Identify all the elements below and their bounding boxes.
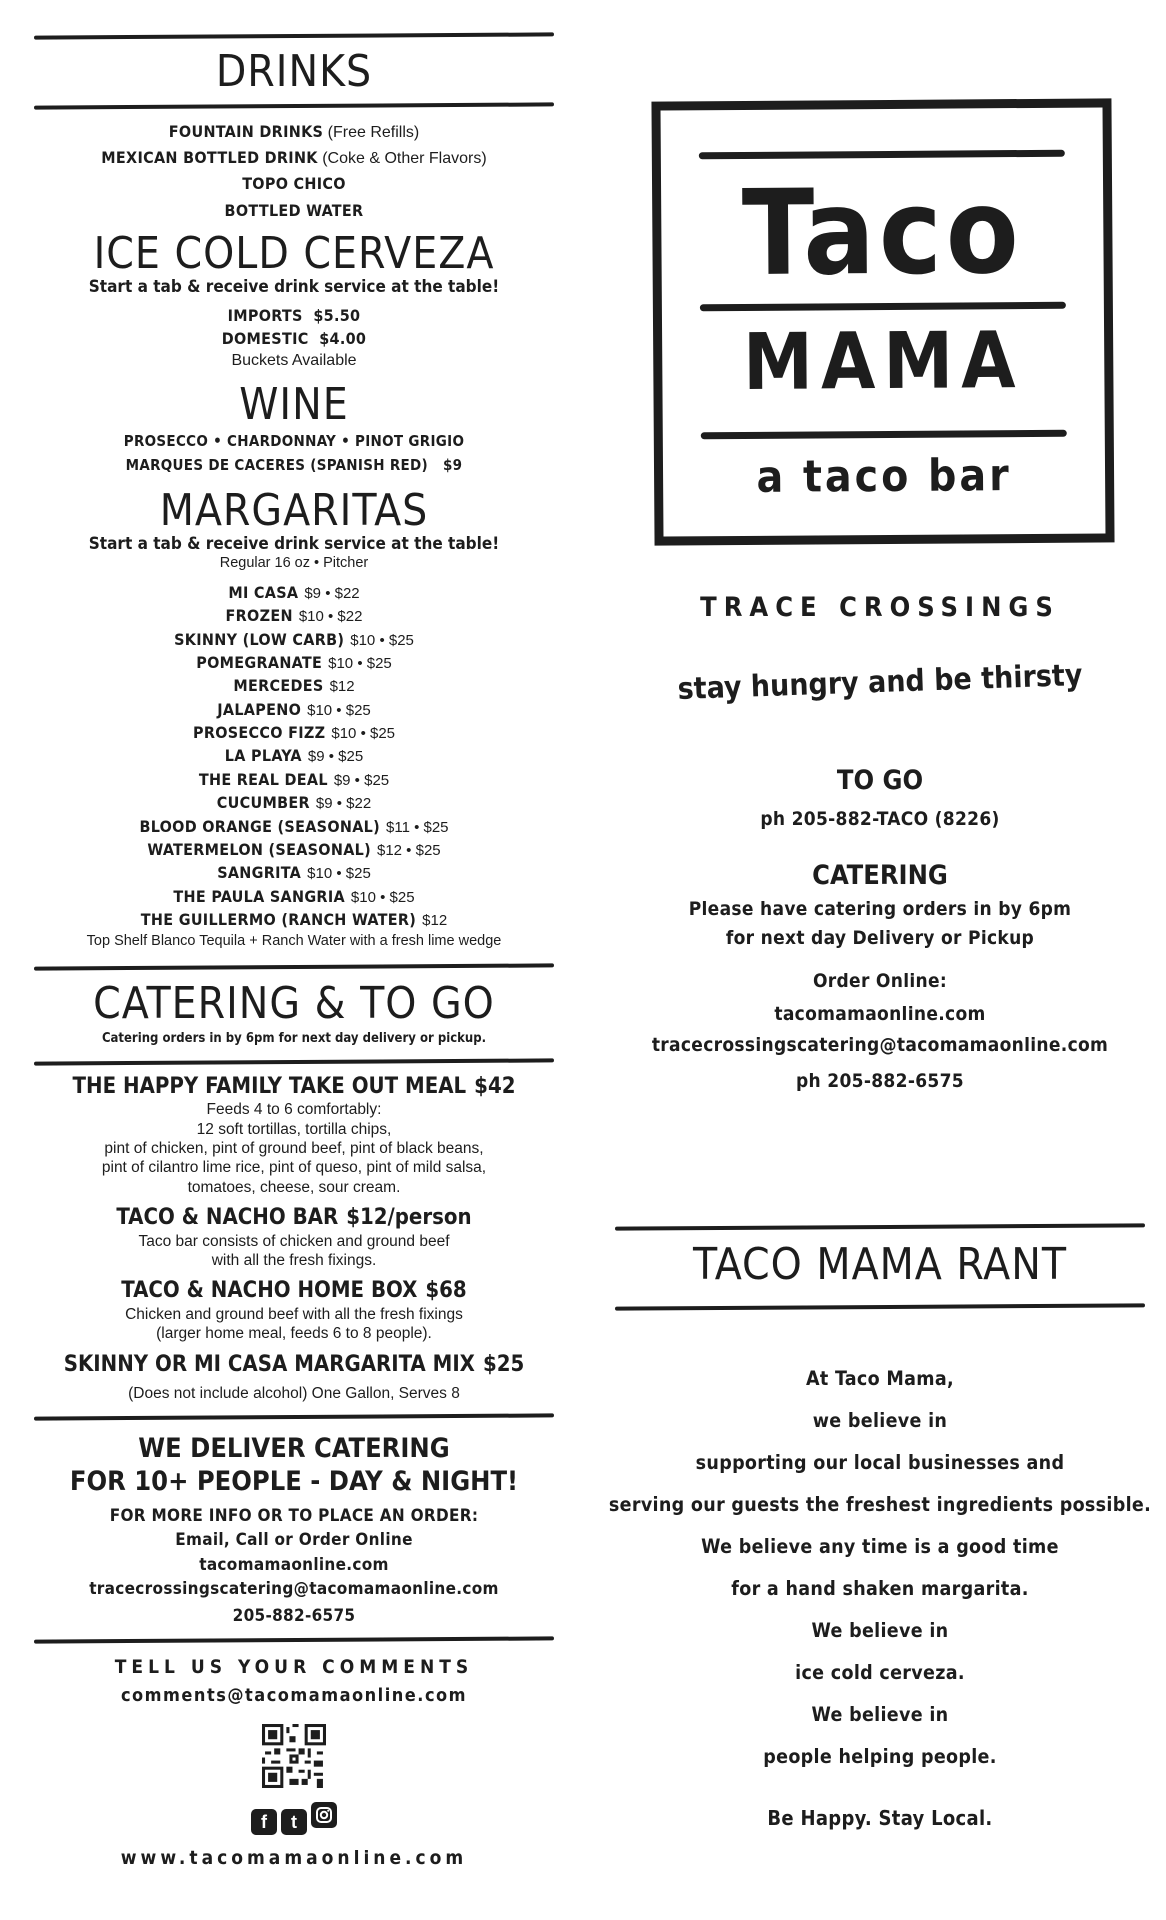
deliver-website[interactable]: tacomamaonline.com [199, 1554, 389, 1575]
margarita-price: $10 • $25 [328, 654, 392, 672]
deliver-phone[interactable]: 205-882-6575 [232, 1605, 356, 1626]
margarita-name: WATERMELON (SEASONAL) [147, 839, 371, 859]
rant-line: we believe in [812, 1409, 948, 1432]
drink-item: BOTTLED WATER [224, 200, 364, 220]
rant-line: We believe any time is a good time [701, 1535, 1059, 1558]
margarita-price: $12 • $25 [376, 841, 441, 859]
divider [34, 963, 554, 970]
wine-title: WINE [239, 378, 349, 430]
deliver-methods: Email, Call or Order Online [175, 1530, 413, 1551]
rant-line: serving our guests the freshest ingredients possible. [608, 1493, 1152, 1516]
catering-item-desc: Feeds 4 to 6 comfortably: [206, 1101, 382, 1119]
catering-togo-title: CATERING & TO GO [93, 977, 495, 1029]
catering-website[interactable]: tacomamaonline.com [774, 1003, 986, 1025]
margarita-price: $9 • $22 [315, 795, 372, 813]
instagram-icon[interactable] [311, 1802, 337, 1828]
rant-line: for a hand shaken margarita. [731, 1577, 1029, 1600]
cerveza-buckets: Buckets Available [231, 351, 357, 369]
catering-togo-subtitle: Catering orders in by 6pm for next day delivery or pickup. [101, 1030, 487, 1046]
margarita-name: BLOOD ORANGE (SEASONAL) [139, 816, 380, 836]
margarita-name: SANGRITA [217, 863, 302, 883]
margarita-item [34, 700, 554, 720]
margarita-item [34, 793, 554, 813]
margarita-name: THE REAL DEAL [198, 769, 328, 789]
margarita-price: $9 • $22 [304, 584, 360, 602]
margarita-name: THE GUILLERMO (RANCH WATER) [140, 910, 417, 930]
rant-line: We believe in [811, 1703, 949, 1726]
margaritas-title: MARGARITAS [159, 484, 429, 536]
website-footer[interactable]: www.tacomamaonline.com [120, 1847, 468, 1870]
divider [34, 1636, 554, 1643]
margarita-name: SKINNY (LOW CARB) [174, 629, 345, 649]
margarita-name: CUCUMBER [216, 793, 310, 813]
togo-phone[interactable]: ph 205-882-TACO (8226) [760, 808, 1000, 830]
wine-red: MARQUES DE CACERES (SPANISH RED) $9 [125, 455, 463, 474]
catering-item-title [34, 1278, 554, 1304]
cerveza-domestic: DOMESTIC $4.00 [221, 329, 367, 349]
cerveza-imports: IMPORTS $5.50 [227, 306, 361, 326]
margaritas-sizes: Regular 16 oz • Pitcher [219, 555, 369, 572]
rant-line: We believe in [811, 1619, 949, 1642]
deliver-info: FOR MORE INFO OR TO PLACE AN ORDER: [109, 1506, 479, 1527]
catering-item-desc: tomatoes, cheese, sour cream. [187, 1178, 401, 1196]
catering-item-price: $12/person [346, 1205, 472, 1231]
margarita-price: $10 • $22 [298, 608, 363, 626]
drinks-title: DRINKS [215, 46, 373, 97]
margaritas-footnote: Top Shelf Blanco Tequila + Ranch Water with a fresh lime wedge [86, 933, 502, 950]
margarita-price: $12 [329, 678, 355, 696]
catering-title: CATERING [812, 860, 948, 891]
catering-email[interactable]: tracecrossingscatering@tacomamaonline.com [651, 1034, 1109, 1056]
facebook-icon[interactable]: f [251, 1809, 277, 1835]
margarita-item [34, 746, 554, 766]
comments-email[interactable]: comments@tacomamaonline.com [120, 1684, 468, 1706]
catering-item-price: $42 [474, 1073, 516, 1099]
margarita-name: POMEGRANATE [196, 652, 323, 672]
catering-item-title [34, 1205, 554, 1231]
margarita-price: $10 • $25 [331, 725, 396, 743]
margarita-name: FROZEN [225, 606, 293, 626]
catering-item-title [34, 1074, 554, 1100]
margarita-name: JALAPENO [217, 699, 302, 719]
rant-line: At Taco Mama, [806, 1367, 954, 1390]
comments-title: TELL US YOUR COMMENTS [114, 1656, 474, 1679]
margarita-price: $9 • $25 [333, 771, 390, 789]
margarita-name: THE PAULA SANGRIA [173, 886, 345, 906]
drink-item: TOPO CHICO [242, 174, 346, 194]
qr-code-icon[interactable] [262, 1724, 326, 1788]
deliver-line-1: WE DELIVER CATERING [138, 1433, 450, 1465]
margarita-item [34, 583, 554, 603]
togo-title: TO GO [836, 765, 924, 796]
catering-items [34, 1074, 554, 1403]
tagline: stay hungry and be thirsty [677, 657, 1083, 708]
left-column [34, 0, 554, 1870]
catering-item-name: THE HAPPY FAMILY TAKE OUT MEAL [72, 1073, 467, 1099]
catering-item-desc: Chicken and ground beef with all the fresh fixings [125, 1305, 463, 1323]
margaritas-list [34, 583, 554, 930]
rant-line: ice cold cerveza. [795, 1661, 965, 1684]
divider [34, 1058, 554, 1065]
divider [34, 1414, 554, 1421]
margarita-price: $10 • $25 [307, 701, 371, 719]
catering-line-2: for next day Delivery or Pickup [725, 927, 1035, 949]
rant-text [595, 1358, 1165, 1778]
logo-mama: MAMA [742, 316, 1024, 408]
margarita-price: $10 • $25 [350, 888, 415, 906]
rant-title: TACO MAMA RANT [692, 1239, 1067, 1290]
catering-item-desc: 12 soft tortillas, tortilla chips, [196, 1120, 392, 1138]
margarita-price: $12 [422, 912, 448, 930]
logo [651, 98, 1114, 545]
margarita-item [34, 606, 554, 626]
catering-item-desc: (Does not include alcohol) One Gallon, Serves 8 [128, 1384, 460, 1402]
rant-closing: Be Happy. Stay Local. [767, 1806, 993, 1830]
catering-item-desc: Taco bar consists of chicken and ground beef [138, 1232, 450, 1250]
catering-item-desc: pint of cilantro lime rice, pint of queso, pint of mild salsa, [101, 1159, 487, 1177]
catering-phone[interactable]: ph 205-882-6575 [796, 1070, 964, 1092]
margarita-price: $9 • $25 [307, 748, 364, 766]
margarita-item [34, 840, 554, 860]
drink-item: FOUNTAIN DRINKS (Free Refills) [168, 122, 420, 141]
margarita-name: MERCEDES [233, 676, 324, 696]
margaritas-subtitle: Start a tab & receive drink service at the table! [88, 534, 500, 555]
margarita-name: MI CASA [228, 582, 299, 602]
drinks-list [34, 122, 554, 221]
margarita-price: $10 • $25 [307, 865, 371, 883]
margarita-price: $10 • $25 [350, 631, 414, 649]
margarita-item [34, 676, 554, 696]
logo-tagline: a taco bar [756, 450, 1012, 503]
catering-item-name: SKINNY OR MI CASA MARGARITA MIX [63, 1351, 475, 1377]
rant-line: people helping people. [763, 1745, 997, 1768]
wine-varieties: PROSECCO • CHARDONNAY • PINOT GRIGIO [123, 431, 465, 450]
divider [34, 32, 554, 39]
margarita-name: LA PLAYA [224, 746, 302, 766]
drink-item: MEXICAN BOTTLED DRINK (Coke & Other Flavors) [101, 148, 487, 168]
twitter-icon[interactable]: t [281, 1809, 307, 1835]
catering-line-1: Please have catering orders in by 6pm [688, 898, 1072, 920]
logo-divider [700, 302, 1066, 312]
divider [615, 1223, 1145, 1230]
catering-item-desc: (larger home meal, feeds 6 to 8 people). [156, 1325, 432, 1343]
catering-item-price: $68 [425, 1278, 467, 1304]
deliver-email[interactable]: tracecrossingscatering@tacomamaonline.com [89, 1579, 499, 1600]
margarita-item [34, 817, 554, 837]
logo-taco: Taco [741, 162, 1024, 302]
margarita-name: PROSECCO FIZZ [192, 723, 326, 743]
catering-item-name: TACO & NACHO BAR [116, 1205, 339, 1231]
location-name: TRACE CROSSINGS [700, 592, 1060, 623]
margarita-item [34, 723, 554, 743]
margarita-item [34, 863, 554, 883]
cerveza-subtitle: Start a tab & receive drink service at the table! [88, 276, 500, 297]
margarita-item [34, 887, 554, 907]
divider [34, 102, 554, 109]
margarita-price: $11 • $25 [386, 818, 449, 836]
catering-online-label: Order Online: [812, 970, 948, 992]
rant-line: supporting our local businesses and [695, 1451, 1065, 1474]
divider [615, 1303, 1145, 1310]
logo-divider [701, 430, 1067, 440]
margarita-item [34, 910, 554, 930]
deliver-line-2: FOR 10+ PEOPLE - DAY & NIGHT! [69, 1465, 519, 1497]
catering-item-desc: pint of chicken, pint of ground beef, pint of black beans, [104, 1140, 484, 1158]
catering-item-desc: with all the fresh fixings. [211, 1252, 377, 1269]
margarita-item [34, 653, 554, 673]
catering-item-price: $25 [482, 1351, 525, 1377]
margarita-item [34, 630, 554, 650]
catering-item-title [34, 1352, 554, 1378]
cerveza-title: ICE COLD CERVEZA [93, 227, 495, 279]
catering-item-name: TACO & NACHO HOME BOX [121, 1278, 418, 1304]
margarita-item [34, 770, 554, 790]
social-icons [34, 1802, 554, 1835]
logo-divider [699, 150, 1065, 160]
